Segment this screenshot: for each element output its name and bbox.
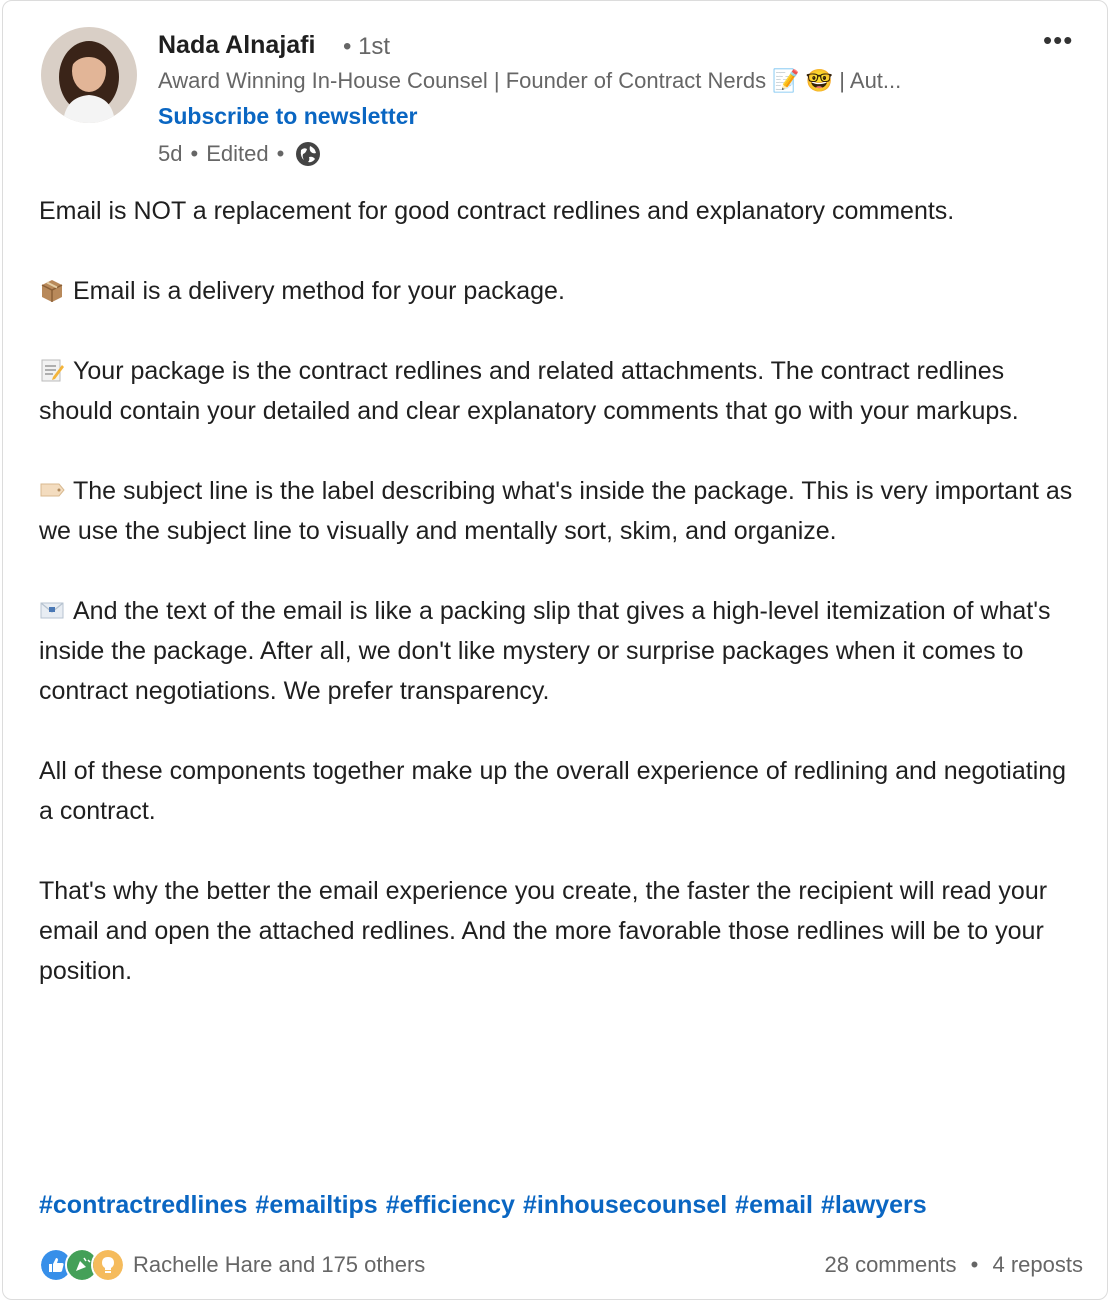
post-paragraph: Email is a delivery method for your package.	[39, 271, 1079, 311]
post-paragraph: Your package is the contract redlines and related attachments. The contract redlines should contain your detailed and clear explanatory comments that go with your markups.	[39, 357, 1019, 425]
author-headline[interactable]: Award Winning In-House Counsel | Founder of Contract Nerds 📝 🤓 | Aut...	[158, 68, 902, 93]
globe-icon	[294, 140, 322, 168]
post-paragraph: And the text of the email is like a packing slip that gives a high-level itemization of what's inside the package. After all, we don't like mystery or surprise packages when it comes to contract negotiations. We prefer transparency.	[39, 597, 1051, 705]
memo-icon	[39, 357, 65, 383]
post-paragraph: That's why the better the email experience you create, the faster the recipient will read your email and open the attached redlines. And the more favorable those redlines will be to your position.	[39, 877, 1048, 985]
comments-count[interactable]: 28 comments	[824, 1252, 957, 1277]
insightful-reaction-icon	[91, 1248, 125, 1282]
label-icon	[39, 477, 65, 503]
post-card	[2, 0, 1108, 1300]
more-options-icon[interactable]: •••	[1043, 25, 1074, 55]
meta-separator: •	[276, 141, 285, 166]
counts-separator: •	[970, 1252, 979, 1277]
post-paragraph: All of these components together make up the overall experience of redlining and negotiating a contract.	[39, 757, 1067, 825]
hashtag-link[interactable]: #email	[735, 1191, 814, 1219]
hashtag-link[interactable]: #efficiency	[385, 1191, 515, 1219]
engagement-counts	[824, 1252, 1083, 1278]
author-avatar[interactable]	[41, 27, 137, 123]
author-name[interactable]: Nada Alnajafi	[158, 31, 316, 59]
post-paragraph: The subject line is the label describing what's inside the package. This is very important as we use the subject line to visually and mentally sort, skim, and organize.	[39, 477, 1073, 545]
meta-separator: •	[190, 141, 199, 166]
reactions-summary[interactable]: Rachelle Hare and 175 others	[133, 1252, 426, 1277]
hashtag-link[interactable]: #inhousecounsel	[522, 1191, 728, 1219]
post-paragraph: Email is NOT a replacement for good contract redlines and explanatory comments.	[39, 197, 955, 225]
envelope-icon	[39, 597, 65, 623]
edited-label: Edited	[206, 141, 269, 166]
reposts-count[interactable]: 4 reposts	[992, 1252, 1083, 1277]
hashtag-link[interactable]: #emailtips	[255, 1191, 378, 1219]
connection-degree: • 1st	[343, 33, 391, 60]
social-counts	[39, 1247, 1083, 1283]
reaction-icons[interactable]	[39, 1248, 125, 1282]
hashtag-link[interactable]: #lawyers	[821, 1191, 927, 1219]
hashtag-link[interactable]: #contractredlines	[39, 1191, 248, 1219]
hashtag-list	[39, 1191, 935, 1220]
package-icon	[39, 277, 65, 303]
post-time: 5d	[158, 141, 183, 166]
subscribe-newsletter-link[interactable]: Subscribe to newsletter	[158, 103, 418, 129]
post-meta	[158, 140, 322, 168]
post-body	[39, 191, 1079, 1031]
